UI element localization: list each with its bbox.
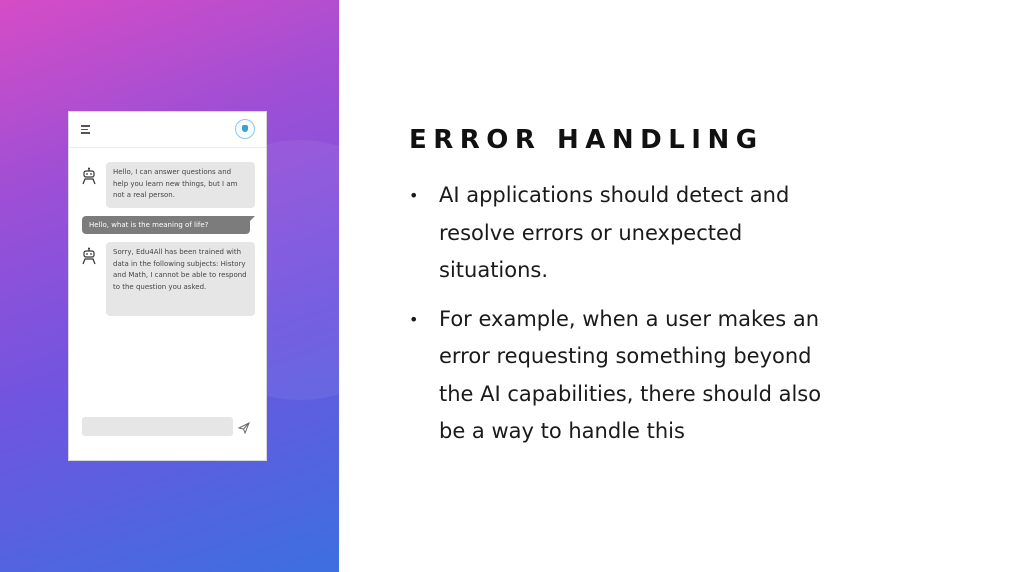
bullet-item [409, 177, 839, 290]
bullet-list [409, 177, 839, 462]
bullet-item [409, 301, 839, 451]
robot-avatar-icon [81, 167, 97, 185]
bullet-text: For example, when a user makes an error requesting something beyond the AI capabilities, there should also be a way to handle this [439, 306, 822, 443]
chat-header [69, 112, 266, 148]
robot-avatar-icon [81, 247, 97, 265]
hamburger-menu-icon[interactable] [81, 125, 91, 133]
bullet-text: AI applications should detect and resolve errors or unexpected situations. [439, 183, 790, 282]
bullet-dot: • [409, 309, 419, 329]
app-logo-icon [235, 119, 255, 139]
gradient-panel [0, 0, 339, 572]
bullet-dot: • [409, 186, 419, 205]
send-icon[interactable] [238, 422, 250, 434]
bot-message: Hello, I can answer questions and help you learn new things, but I am not a real person. [106, 162, 255, 208]
bot-message: Sorry, Edu4All has been trained with data in the following subjects: History and Math, I cannot be able to respond to the question you asked. [106, 242, 255, 316]
slide-title: ERROR HANDLING [409, 125, 764, 155]
chat-phone-mockup [68, 111, 267, 461]
chat-message-input[interactable] [82, 417, 233, 436]
user-message: Hello, what is the meaning of life? [82, 216, 250, 234]
